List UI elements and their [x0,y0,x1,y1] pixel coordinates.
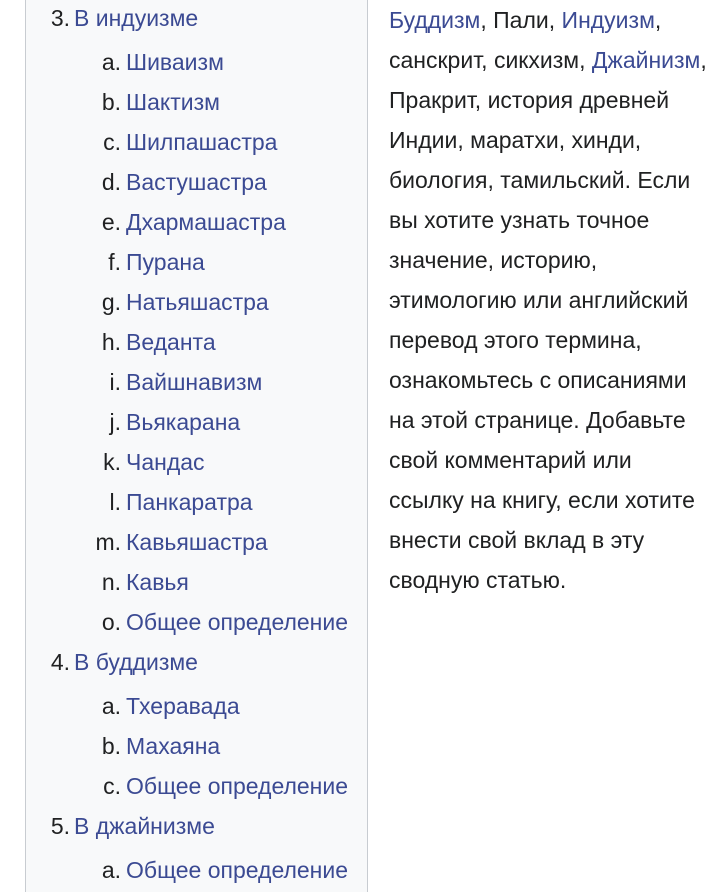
description-text-1: , Пали, [480,7,562,33]
description-text-2: , санскрит, сикхизм, [389,7,662,73]
toc-link[interactable]: Общее определение [126,609,349,635]
toc-link[interactable]: Вастушастра [126,169,267,195]
toc-item [0,322,368,362]
toc-marker: h. [101,329,121,355]
toc-marker: f. [108,249,121,275]
toc-link[interactable]: Вьякарана [126,409,241,435]
toc-item [0,82,368,122]
toc-marker: l. [109,489,121,515]
toc-link-buddhism[interactable]: В буддизме [74,649,198,675]
toc-item [0,282,368,322]
toc-item [0,766,368,806]
description-text [389,0,707,600]
toc-link[interactable]: Натьяшастра [126,289,269,315]
toc-marker: i. [109,369,121,395]
toc-section-5 [0,806,368,846]
toc-link[interactable]: Панкаратра [126,489,253,515]
toc-link[interactable]: Тхеравада [126,693,240,719]
toc-marker: a. [101,49,121,75]
toc-marker: j. [109,409,121,435]
link-buddhism[interactable]: Буддизм [389,7,481,33]
toc-marker: o. [101,609,121,635]
description-text-3: , Пракрит, история древней Индии, маратхи, хинди, биология, тамильский. Если вы хотите узнать точное значение, историю, этимологию или английский перевод этого термина, ознакомьтесь с описаниями на этой странице. Добавьте свой комментарий или ссылку на книгу, если хотите внести свой вклад в эту сводную статью. [389,47,707,593]
toc-item [0,522,368,562]
toc-marker: a. [101,857,121,883]
toc-item [0,42,368,82]
toc-link[interactable]: Веданта [126,329,216,355]
toc-link[interactable]: Кавья [126,569,189,595]
toc-item [0,202,368,242]
toc-marker: a. [101,693,121,719]
toc-link[interactable]: Общее определение [126,773,349,799]
toc-link-hinduism[interactable]: В индуизме [74,5,199,31]
toc-link[interactable]: Вайшнавизм [126,369,263,395]
toc-link-jainism[interactable]: В джайнизме [74,813,215,839]
toc-marker: n. [101,569,121,595]
toc-item [0,850,368,890]
toc-section-4 [0,642,368,682]
toc-marker: c. [103,129,121,155]
toc-item [0,726,368,766]
link-hinduism[interactable]: Индуизм [561,7,655,33]
toc-link[interactable]: Шиваизм [126,49,224,75]
toc-item [0,402,368,442]
toc-number: 3. [50,5,70,31]
toc-marker: e. [101,209,121,235]
toc-marker: b. [101,89,121,115]
toc-link[interactable]: Пурана [126,249,205,275]
toc-link[interactable]: Общее определение [126,857,349,883]
toc-marker: k. [103,449,121,475]
toc-item [0,242,368,282]
toc-item [0,686,368,726]
toc-link[interactable]: Махаяна [126,733,221,759]
toc-section-3 [0,0,368,38]
toc-item [0,162,368,202]
toc-marker: b. [101,733,121,759]
toc-link[interactable]: Дхармашастра [126,209,286,235]
toc-marker: m. [95,529,121,555]
toc-item [0,362,368,402]
toc-link[interactable]: Кавьяшастра [126,529,268,555]
toc-marker: d. [101,169,121,195]
toc-marker: c. [103,773,121,799]
description-paragraph [389,0,707,600]
toc-link[interactable]: Шилпашастра [126,129,278,155]
toc-link[interactable]: Шактизм [126,89,220,115]
toc-number: 5. [50,813,70,839]
toc-link[interactable]: Чандас [126,449,205,475]
toc-item [0,482,368,522]
toc-number: 4. [50,649,70,675]
link-jainism[interactable]: Джайнизм [591,47,701,73]
toc-item [0,562,368,602]
toc-item [0,602,368,642]
toc-item [0,442,368,482]
toc-item [0,122,368,162]
toc-marker: g. [101,289,121,315]
